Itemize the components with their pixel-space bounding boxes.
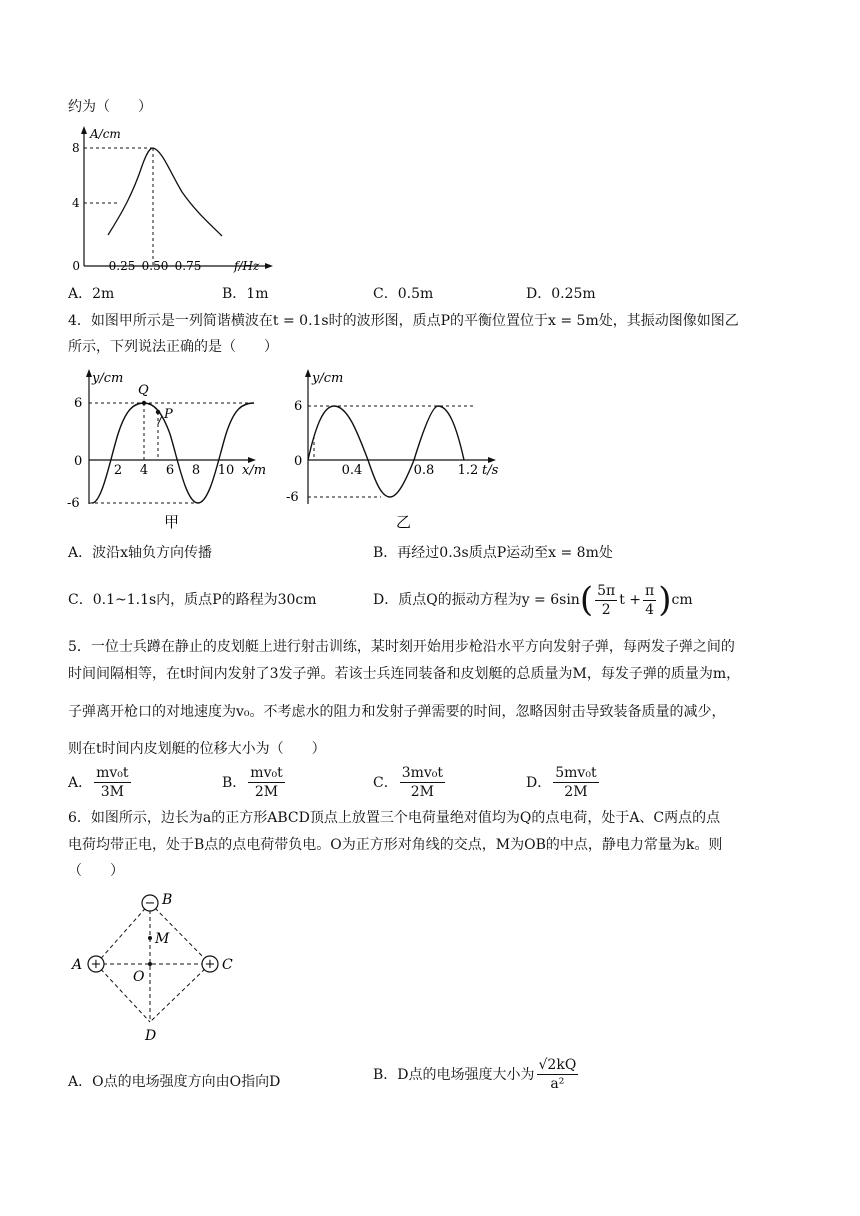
q6-label-b: B xyxy=(162,892,173,908)
q5-stem-line1: 5．一位士兵蹲在静止的皮划艇上进行射击训练，某时刻开始用步枪沿水平方向发射子弹，每两发子弹之间的 xyxy=(68,639,735,655)
q5-optb-label: B． xyxy=(222,774,247,791)
jia-ytick-neg6: -6 xyxy=(67,496,80,511)
q6-label-d: D xyxy=(145,1028,157,1044)
jia-ylabel: y/cm xyxy=(92,371,124,386)
q5-optd-label: D． xyxy=(526,774,552,791)
jia-point-q xyxy=(142,401,146,405)
q6-charge-square-diagram xyxy=(66,888,246,1048)
q6-stem-line3: （ ） xyxy=(68,863,124,879)
q4-wave-graph-jia xyxy=(66,364,280,532)
q6-optb-prefix: B．D点的电场强度大小为 xyxy=(373,1066,535,1083)
q4-optd-mid: t + xyxy=(619,592,642,608)
q3-resonance-curve xyxy=(108,148,222,236)
q5-option-c[interactable] xyxy=(373,764,447,801)
q3-y-arrow xyxy=(81,126,87,134)
q6-edge-ab xyxy=(96,903,150,964)
q3-ytick-4: 4 xyxy=(72,196,80,210)
q5-optc-fraction: $\frac{\text{3mv₀t}}{2M}$ xyxy=(401,765,444,800)
q3-xtick-0: 0 xyxy=(72,259,80,273)
jia-xtick-10: 10 xyxy=(217,463,235,478)
yi-xtick-08: 0.8 xyxy=(413,463,435,478)
q6-point-m xyxy=(148,936,152,940)
q3-xtick-075: 0.75 xyxy=(174,259,202,273)
yi-caption: 乙 xyxy=(396,513,412,531)
q6-charge-a-sign: + xyxy=(90,957,102,972)
yi-xtick-04: 0.4 xyxy=(341,463,363,478)
q4-stem-line1: 4．如图甲所示是一列简谐横波在t = 0.1s时的波形图，质点P的平衡位置位于x = 5m处，其振动图像如图乙 xyxy=(68,313,739,329)
q5-optd-fraction: $\frac{\text{5mv₀t}}{2M}$ xyxy=(555,765,597,800)
q4-optd-prefix: D．质点Q的振动方程为y = 6sin xyxy=(373,592,580,608)
jia-xtick-8: 8 xyxy=(191,463,201,478)
yi-xtick-12: 1.2 xyxy=(457,463,479,478)
q6-option-a[interactable]: A．O点的电场强度方向由O指向D xyxy=(68,1074,281,1090)
q6-stem-line2: 电荷均带正电，处于B点的点电荷带负电。O为正方形对角线的交点，M为OB的中点，静电力常量为k。则 xyxy=(68,837,723,853)
q3-option-a[interactable]: A．2m xyxy=(68,286,115,302)
q6-edge-cd xyxy=(150,964,210,1022)
yi-xlabel: t/s xyxy=(482,463,499,478)
jia-point-p xyxy=(156,410,160,414)
q6-option-b[interactable] xyxy=(373,1056,580,1093)
q6-label-o: O xyxy=(133,969,145,985)
q3-stem-tail: 约为（ ） xyxy=(68,99,152,115)
q5-optc-label: C． xyxy=(373,774,398,791)
q5-opta-label: A． xyxy=(68,774,93,791)
q4-optd-fraction1: $\frac{5\pi}{2}$ xyxy=(597,582,616,618)
q4-optd-rparen: ) xyxy=(658,580,672,620)
q3-option-b[interactable]: B．1m xyxy=(222,286,269,302)
q5-option-d[interactable] xyxy=(526,764,601,801)
q4-option-a[interactable]: A．波沿x轴负方向传播 xyxy=(68,545,213,561)
q5-stem-line4: 则在t时间内皮划艇的位移大小为（ ） xyxy=(68,741,326,757)
jia-xtick-4: 4 xyxy=(139,463,149,478)
q4-optd-lparen: ( xyxy=(579,580,594,620)
q3-resonance-chart xyxy=(70,122,280,278)
jia-xtick-6: 6 xyxy=(165,463,175,478)
q6-label-c: C xyxy=(222,957,233,973)
jia-wave-curve xyxy=(92,403,254,503)
q6-stem-line1: 6．如图所示，边长为a的正方形ABCD顶点上放置三个电荷量绝对值均为Q的点电荷，处于A、C两点的点 xyxy=(68,810,721,826)
yi-ytick-neg6: -6 xyxy=(286,490,299,505)
q5-option-a[interactable] xyxy=(68,764,133,801)
q3-ylabel: A/cm xyxy=(90,127,121,141)
jia-xtick-2: 2 xyxy=(113,463,123,478)
q3-x-arrow xyxy=(265,263,273,269)
q5-optb-fraction: $\frac{\text{mv₀t}}{2M}$ xyxy=(250,765,283,800)
yi-ylabel: y/cm xyxy=(312,371,344,386)
yi-y-arrow xyxy=(305,369,311,377)
q3-ytick-8: 8 xyxy=(72,141,80,155)
q4-stem-line2: 所示，下列说法正确的是（ ） xyxy=(68,339,278,355)
q4-optd-unit: cm xyxy=(671,592,693,608)
q3-xtick-025: 0.25 xyxy=(108,259,136,273)
jia-ytick-0: 0 xyxy=(74,454,83,469)
jia-p-arrow xyxy=(158,416,162,424)
yi-ytick-6: 6 xyxy=(294,399,303,414)
q4-option-c[interactable]: C．0.1~1.1s内，质点P的路程为30cm xyxy=(68,592,317,608)
q5-stem-line2: 时间间隔相等，在t时间内发射了3发子弹。若该士兵连同装备和皮划艇的总质量为M，每发子弹的质量为m， xyxy=(68,666,741,682)
yi-vibration-curve xyxy=(308,406,464,497)
q6-optb-fraction: $\frac{√2kQ}{\text{a²}}$ xyxy=(538,1057,577,1092)
q4-option-d[interactable] xyxy=(373,576,693,624)
q3-option-d[interactable]: D．0.25m xyxy=(526,286,596,302)
q5-stem-line3: 子弹离开枪口的对地速度为v₀。不考虑水的阻力和发射子弹需要的时间，忽略因射击导致装备质量的减少， xyxy=(68,704,726,720)
yi-ytick-0: 0 xyxy=(294,454,303,469)
q3-xlabel: f/Hz xyxy=(234,259,260,273)
jia-ytick-6: 6 xyxy=(74,396,83,411)
jia-xlabel: x/m xyxy=(242,463,267,478)
jia-caption: 甲 xyxy=(164,513,180,531)
q6-charge-b-sign: − xyxy=(144,896,156,911)
q3-xtick-050: 0.50 xyxy=(141,259,169,273)
jia-label-q: Q xyxy=(138,383,149,398)
jia-label-p: P xyxy=(164,407,173,422)
q6-charge-c-sign: + xyxy=(204,957,216,972)
q5-option-b[interactable] xyxy=(222,764,287,801)
q5-opta-fraction: $\frac{\text{mv₀t}}{3M}$ xyxy=(96,765,129,800)
q6-label-a: A xyxy=(72,957,83,973)
q4-vibration-graph-yi xyxy=(286,364,506,532)
q6-label-m: M xyxy=(155,931,170,947)
q4-option-b[interactable]: B．再经过0.3s质点P运动至x = 8m处 xyxy=(373,545,613,561)
q3-option-c[interactable]: C．0.5m xyxy=(373,286,434,302)
q6-point-o xyxy=(148,962,152,966)
q4-optd-fraction2: $\frac{\pi}{4}$ xyxy=(645,582,655,618)
